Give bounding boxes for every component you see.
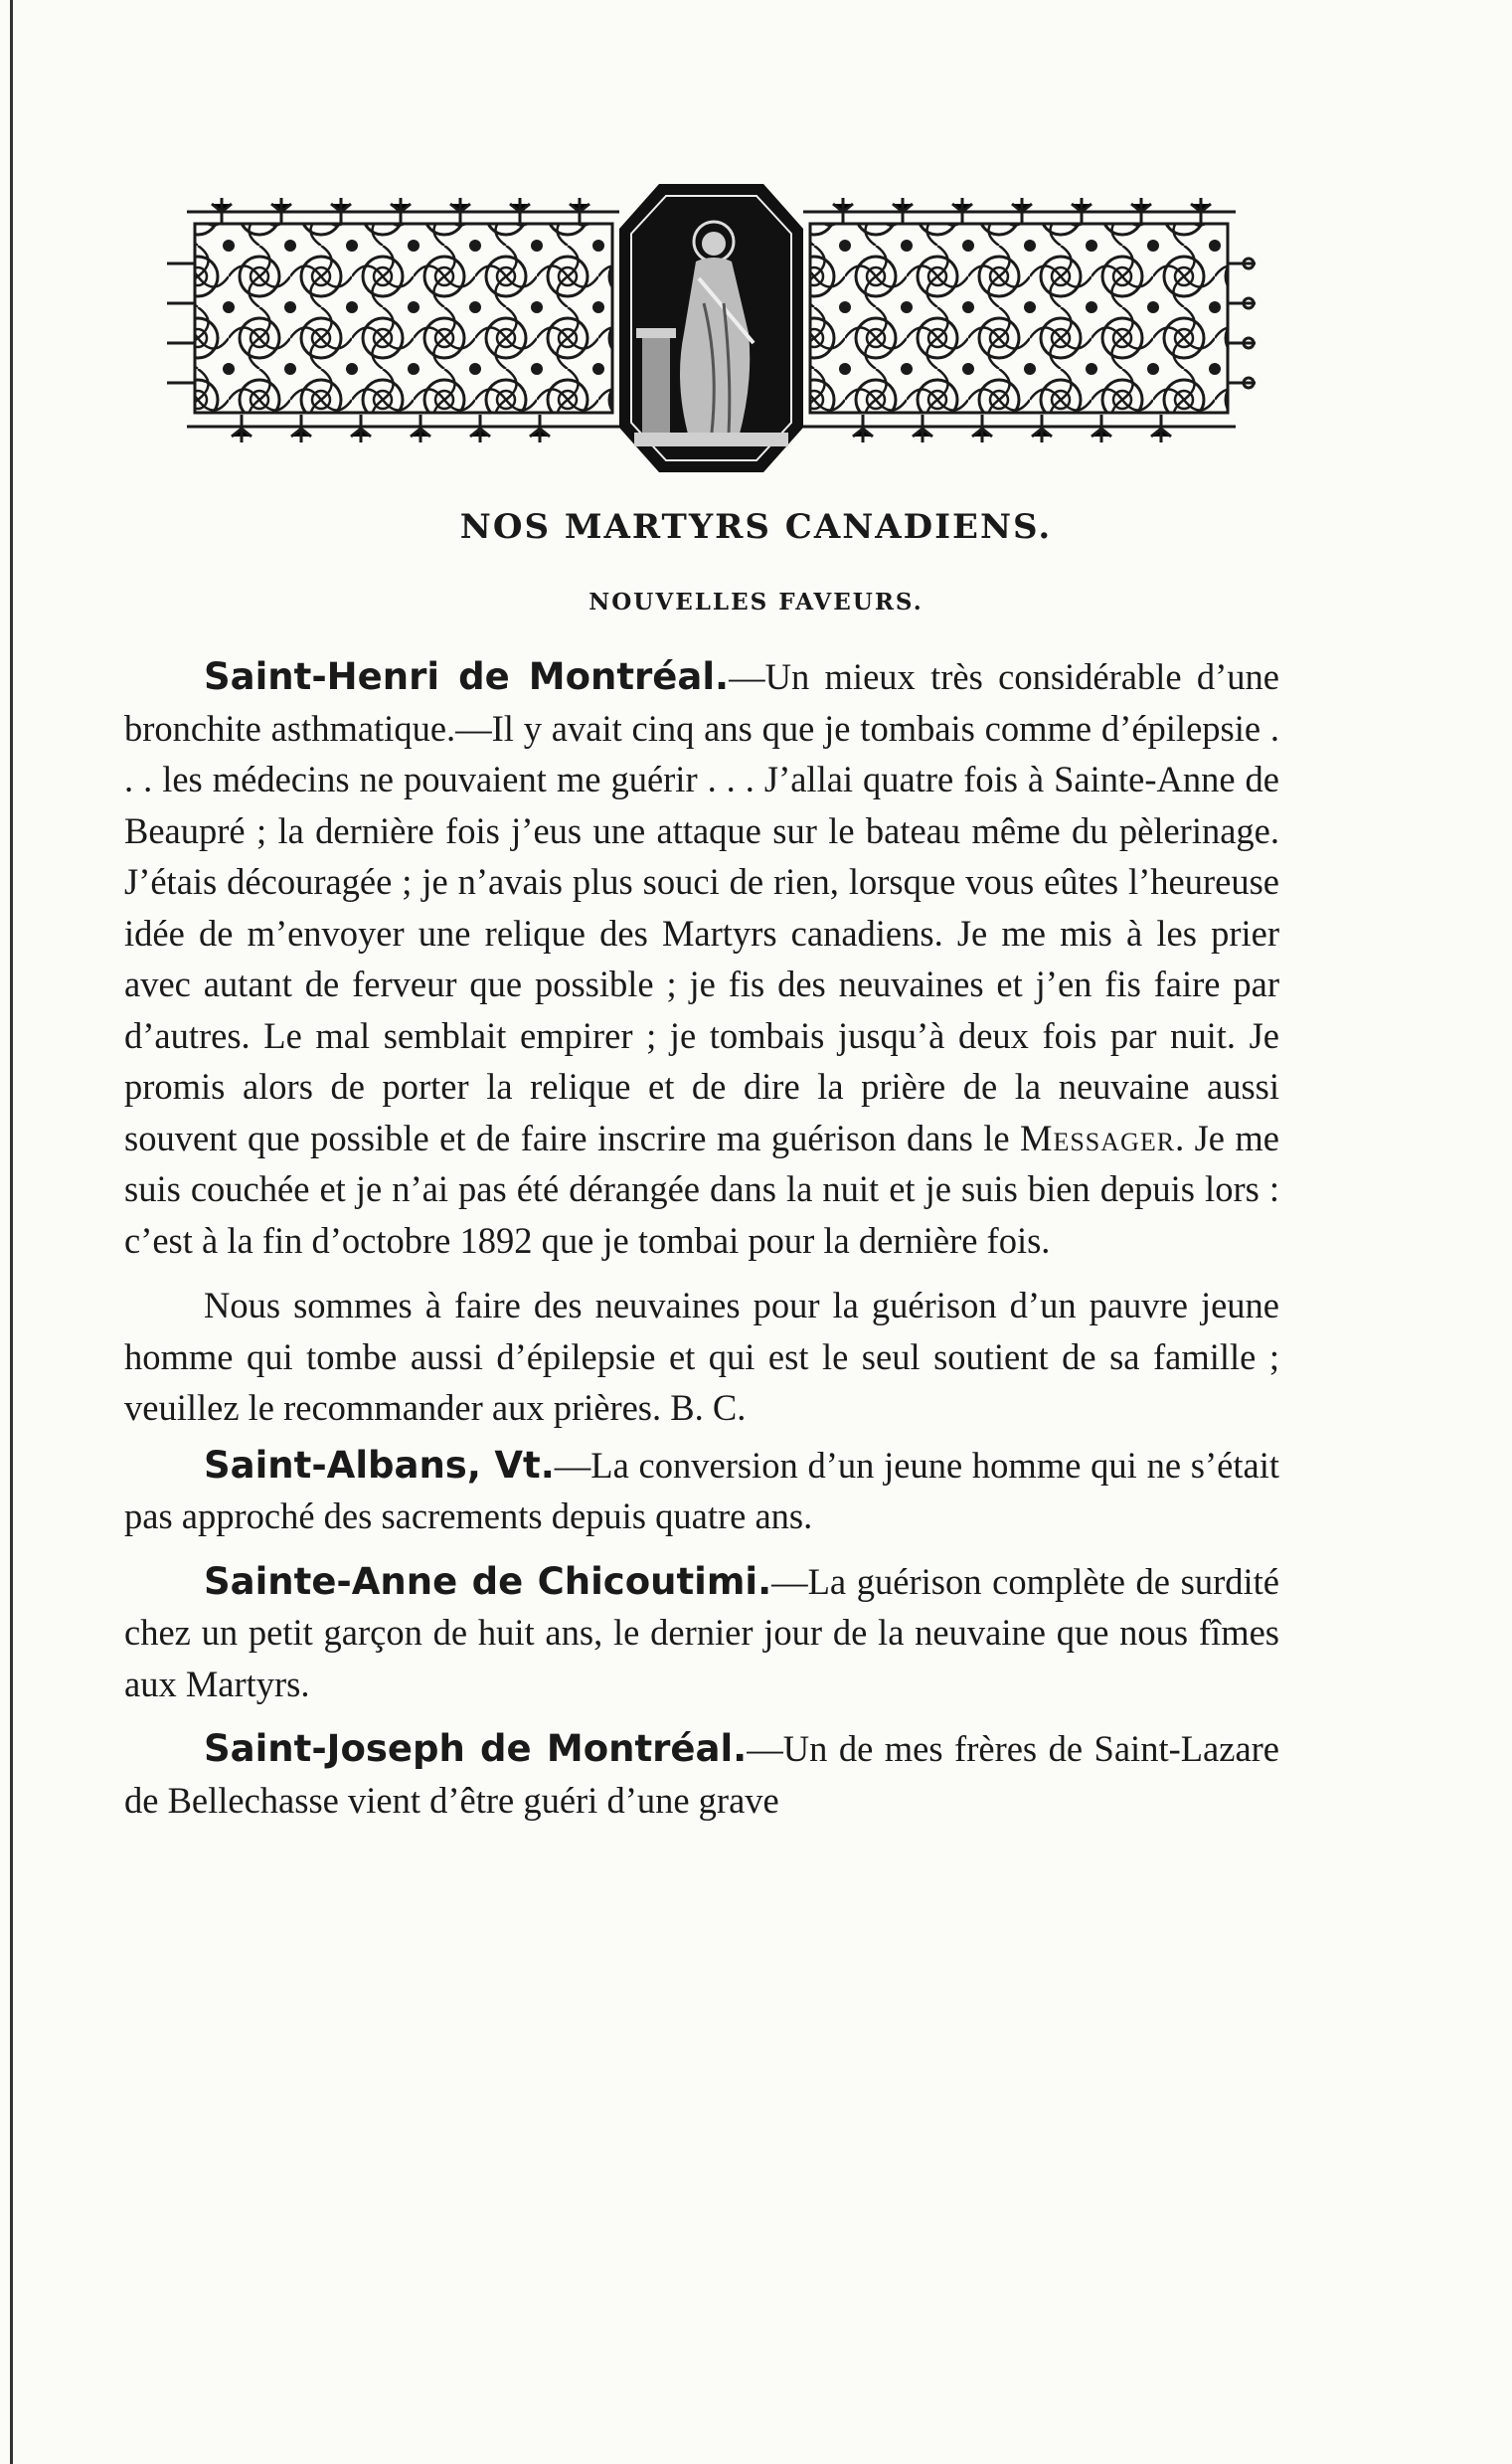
entry-sainte-anne: [124, 1556, 1279, 1710]
entry-place: Saint-Henri de Montréal.: [204, 655, 730, 698]
entry-paragraph: Nous sommes à faire des neuvaines pour la guérison d’un pauvre jeune homme qui tombe aussi d’épilepsie et qui est le seul soutient de sa famille ; veuillez le recommander aux prières. B. C.: [124, 1285, 1279, 1428]
article-body: [124, 651, 1279, 1840]
entry-saint-albans: [124, 1440, 1279, 1542]
entry-text: —Un mieux très considérable d’une bronchite asthmatique.—Il y avait cinq ans que je tombais comme d’épilepsie . . . les médecins ne pouvaient me guérir . . . J’allai quatre fois à Sainte-Anne de Beaupré ; la dernière fois j’eus une attaque sur le bateau même du pèlerinage. J’étais découragée ; je n’avais plus souci de rien, lorsque vous eûtes l’heureuse idée de m’envoyer une relique des Martyrs canadiens. Je me mis à les prier avec autant de ferveur que possible ; je fis des neuvaines et j’en fis faire par d’autres. Le mal semblait empirer ; je tombais jusqu’à deux fois par nuit. Je promis alors de porter la relique et de dire la prière de la neuvaine aussi souvent que possible et de faire inscrire ma guérison dans le: [124, 656, 1280, 1158]
entry-place: Saint-Joseph de Montréal.: [204, 1727, 748, 1770]
page-edge-rule: [10, 0, 13, 2464]
saint-medallion-icon: [619, 184, 803, 472]
ornamental-header-banner: [167, 184, 1256, 472]
entry-text: . Je me suis couchée et je n’ai pas été dérangée dans la nuit et je suis bien depuis lors : c’est à la fin d’octobre 1892 que je tombai pour la dernière fois.: [124, 1117, 1280, 1261]
entry-place: Sainte-Anne de Chicoutimi.: [204, 1559, 772, 1603]
right-scroll-panel: [803, 198, 1256, 442]
entry-saint-henri: [124, 651, 1279, 1266]
page-subtitle: NOUVELLES FAVEURS.: [588, 589, 924, 616]
left-scroll-panel: [167, 198, 619, 442]
entry-text: —Un de mes frères de Saint-Lazare de Bellechasse vient d’être guéri d’une grave: [124, 1728, 1279, 1821]
entry-text: —La conversion d’un jeune homme qui ne s’était pas approché des sacrements depuis quatre ans.: [124, 1444, 1279, 1536]
page-title: NOS MARTYRS CANADIENS.: [459, 507, 1053, 547]
entry-saint-joseph: [124, 1723, 1279, 1826]
entry-text: —La guérison complète de surdité chez un petit garçon de huit ans, le dernier jour de la neuvaine que nous fîmes aux Martyrs.: [124, 1560, 1280, 1704]
entry-place: Saint-Albans, Vt.: [204, 1443, 555, 1487]
entry-smallcaps: Messager: [1020, 1117, 1176, 1158]
